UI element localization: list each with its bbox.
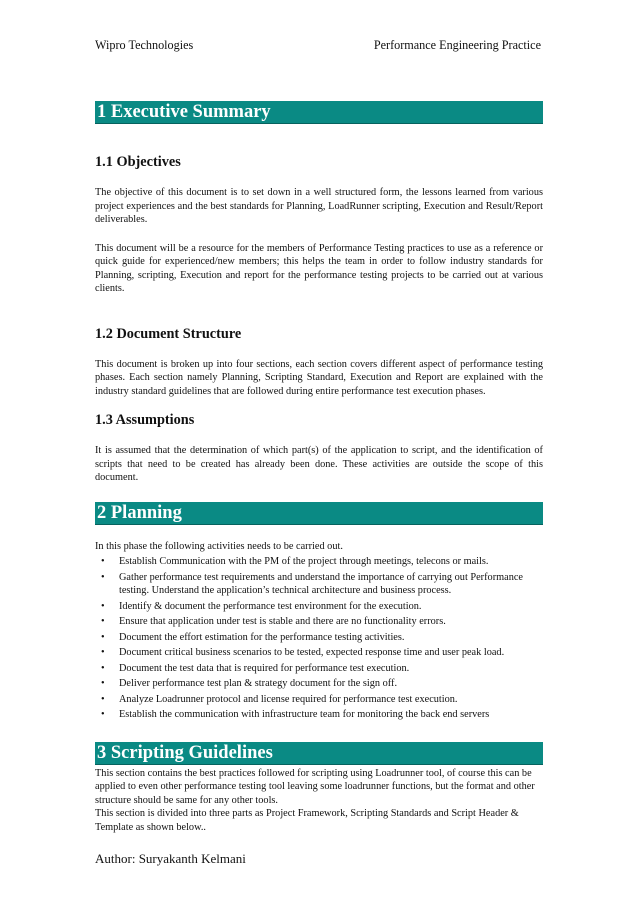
header-practice: Performance Engineering Practice (373, 38, 541, 52)
bullet-icon: • (101, 678, 105, 689)
subheading-document-structure: 1.2 Document Structure (95, 325, 242, 342)
paragraph-document-structure: This document is broken up into four sections, each section covers different aspect of performance testing phases. Each section namely Planning, Scripting Standard, Execution and Report are explained with the industry standard guidelines that are followed during entire performance test execution phases. (95, 358, 543, 397)
list-item: • Identify & document the performance test environment for the execution. (101, 600, 422, 612)
list-item: • Document the effort estimation for the performance testing activities. (101, 631, 405, 643)
list-item: • Establish Communication with the PM of the project through meetings, telecons or mails. (101, 556, 489, 567)
list-item: • Document critical business scenarios to be tested, expected response time and user peak load. (101, 647, 505, 658)
list-item: • Deliver performance test plan & strategy document for the sign off. (101, 678, 398, 689)
paragraph-scripting-1: This section contains the best practices followed for scripting using Loadrunner tool, of course this can be applied to even other performance testing tool leaving some loadrunner functions, but the format and other structure should be same for any other tools. (95, 767, 535, 806)
bullet-icon: • (101, 616, 105, 627)
list-item: • Ensure that application under test is stable and there are no functionality errors. (101, 616, 446, 627)
bullet-icon: • (101, 693, 105, 705)
section-heading-scripting-guidelines: 3 Scripting Guidelines (95, 742, 543, 765)
document-body (95, 101, 543, 834)
bullet-icon: • (101, 631, 105, 643)
section-heading-planning: 2 Planning (95, 502, 543, 525)
bullet-icon: • (101, 571, 105, 583)
bullet-icon: • (101, 556, 105, 567)
bullet-icon: • (101, 600, 105, 612)
paragraph-assumptions: It is assumed that the determination of which part(s) of the application to script, and the identification of scripts that need to be created has already been done. These activities are outside the scope of this document. (95, 445, 543, 483)
list-item: • Gather performance test requirements and understand the importance of carrying out Performance testing. Understand the application’s technical architecture and business process. (101, 571, 523, 596)
paragraph-scripting-2: This section is divided into three parts as Project Framework, Scripting Standards and Script Header & Template as shown below.. (95, 808, 519, 833)
bullet-icon: • (101, 709, 105, 720)
section-heading-executive-summary: 1 Executive Summary (95, 101, 543, 124)
bullet-icon: • (101, 647, 105, 658)
list-item: • Document the test data that is required for performance test execution. (101, 662, 410, 674)
page-footer-author: Author: Suryakanth Kelmani (95, 851, 246, 866)
subheading-assumptions: 1.3 Assumptions (95, 412, 195, 428)
list-item: • Analyze Loadrunner protocol and license required for performance test execution. (101, 693, 458, 705)
subheading-objectives: 1.1 Objectives (95, 154, 181, 170)
paragraph-objectives-2: This document will be a resource for the members of Performance Testing practices to use as a reference or quick guide for experienced/new members; this helps the team in order to follow industry standards for Planning, scripting, Execution and report for the performance testing projects to be carried out at various clients. (95, 242, 543, 294)
planning-activity-list (95, 555, 543, 722)
header-company: Wipro Technologies (95, 38, 194, 52)
paragraph-planning-intro: In this phase the following activities needs to be carried out. (95, 540, 343, 552)
list-item: • Establish the communication with infrastructure team for monitoring the back end servers (101, 709, 490, 720)
paragraph-objectives-1: The objective of this document is to set down in a well structured form, the lessons learned from various project experiences and the best standards for Planning, LoadRunner scripting, Execution and Result/Report deliverables. (95, 187, 543, 225)
bullet-icon: • (101, 662, 105, 674)
